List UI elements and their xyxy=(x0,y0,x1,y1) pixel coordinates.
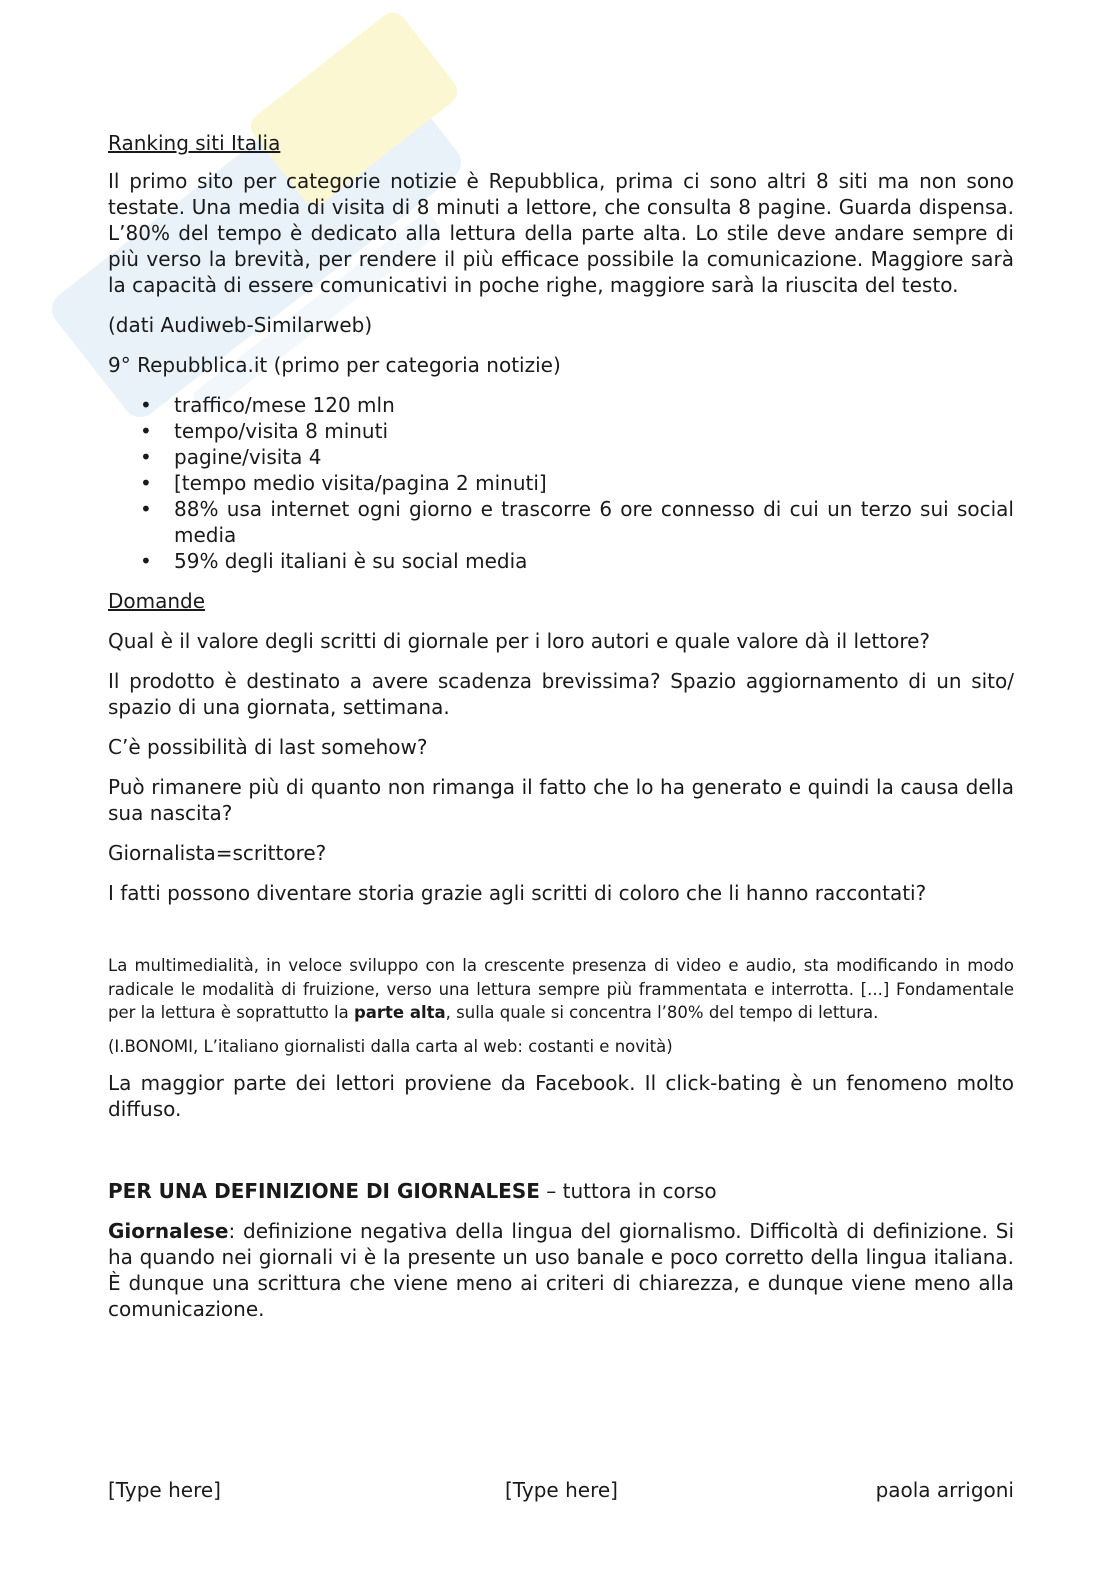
ranking-paragraph: Il primo sito per categorie notizie è Repubblica, prima ci sono altri 8 siti ma non sono testate. Una media di visita di 8 minuti a lettore, che consulta 8 pagine. Guarda dispensa. L’80% del tempo è dedicato alla lettura della parte alta. Lo stile deve andare sempre di più verso la brevità, per rendere il più efficace possibile la comunicazione. Maggiore sarà la capacità di essere comunicativi in poche righe, maggiore sarà la riuscita del testo. xyxy=(108,169,1014,297)
section-title-ranking: Ranking siti Italia xyxy=(108,131,281,155)
page-footer xyxy=(108,1477,1014,1503)
question: C’è possibilità di last somehow? xyxy=(108,735,428,759)
question: Qual è il valore degli scritti di giornale per i loro autori e quale valore dà il lettore? xyxy=(108,629,931,653)
question: Il prodotto è destinato a avere scadenza brevissima? Spazio aggiornamento di un sito/ spazio di una giornata, settimana. xyxy=(108,669,1014,719)
list-item: • [tempo medio visita/pagina 2 minuti] xyxy=(108,470,1014,496)
stats-list xyxy=(108,392,1014,574)
spacer xyxy=(108,1136,1014,1178)
quote-highlight: parte alta xyxy=(353,1003,446,1022)
quote-text-end: , sulla quale si concentra l’80% del tempo di lettura. xyxy=(445,1003,879,1022)
quote-text: La multimedialità, in veloce sviluppo con la crescente presenza di video e audio, sta modificando in modo radicale le modalità di fruizione, verso una lettura sempre più frammentata e interrotta. [...] Fondamentale per la lettura è soprattutto la xyxy=(108,956,1014,1022)
data-source: (dati Audiweb-Similarweb) xyxy=(108,313,373,337)
question: Giornalista=scrittore? xyxy=(108,841,327,865)
heading-rest: – tuttora in corso xyxy=(539,1178,717,1203)
list-item: • 59% degli italiani è su social media xyxy=(108,548,1014,574)
quote-citation: (I.BONOMI, L’italiano giornalisti dalla carta al web: costanti e novità) xyxy=(108,1036,673,1056)
facebook-paragraph: La maggior parte dei lettori proviene da Facebook. Il click-bating è un fenomeno molto diffuso. xyxy=(108,1070,1014,1121)
list-item: • 88% usa internet ogni giorno e trascorre 6 ore connesso di cui un terzo sui social media xyxy=(108,496,1014,548)
ranking-line: 9° Repubblica.it (primo per categoria notizie) xyxy=(108,353,561,377)
list-item: • pagine/visita 4 xyxy=(108,444,1014,470)
giornalese-definition xyxy=(108,1218,1014,1322)
footer-center[interactable]: [Type here] xyxy=(505,1478,618,1502)
document-page xyxy=(108,130,1014,1336)
footer-left[interactable]: [Type here] xyxy=(108,1478,221,1502)
list-item: • traffico/mese 120 mln xyxy=(108,392,1014,418)
footer-author: paola arrigoni xyxy=(875,1478,1014,1502)
section-title-domande: Domande xyxy=(108,589,206,613)
question: I fatti possono diventare storia grazie agli scritti di coloro che li hanno raccontati? xyxy=(108,881,927,905)
spacer xyxy=(108,920,1014,954)
term: Giornalese xyxy=(108,1218,229,1243)
question: Può rimanere più di quanto non rimanga il fatto che lo ha generato e quindi la causa della sua nascita? xyxy=(108,775,1014,825)
giornalese-heading xyxy=(108,1178,1014,1204)
heading-bold: PER UNA DEFINIZIONE DI GIORNALESE xyxy=(108,1178,540,1203)
list-item: • tempo/visita 8 minuti xyxy=(108,418,1014,444)
definition-text: : definizione negativa della lingua del giornalismo. Difficoltà di definizione. Si ha quando nei giornali vi è la presente un uso banale e poco corretto della lingua italiana. È dunque una scrittura che viene meno ai criteri di chiarezza, e dunque viene meno alla comunicazione. xyxy=(108,1218,1014,1321)
quote-block xyxy=(108,954,1014,1025)
